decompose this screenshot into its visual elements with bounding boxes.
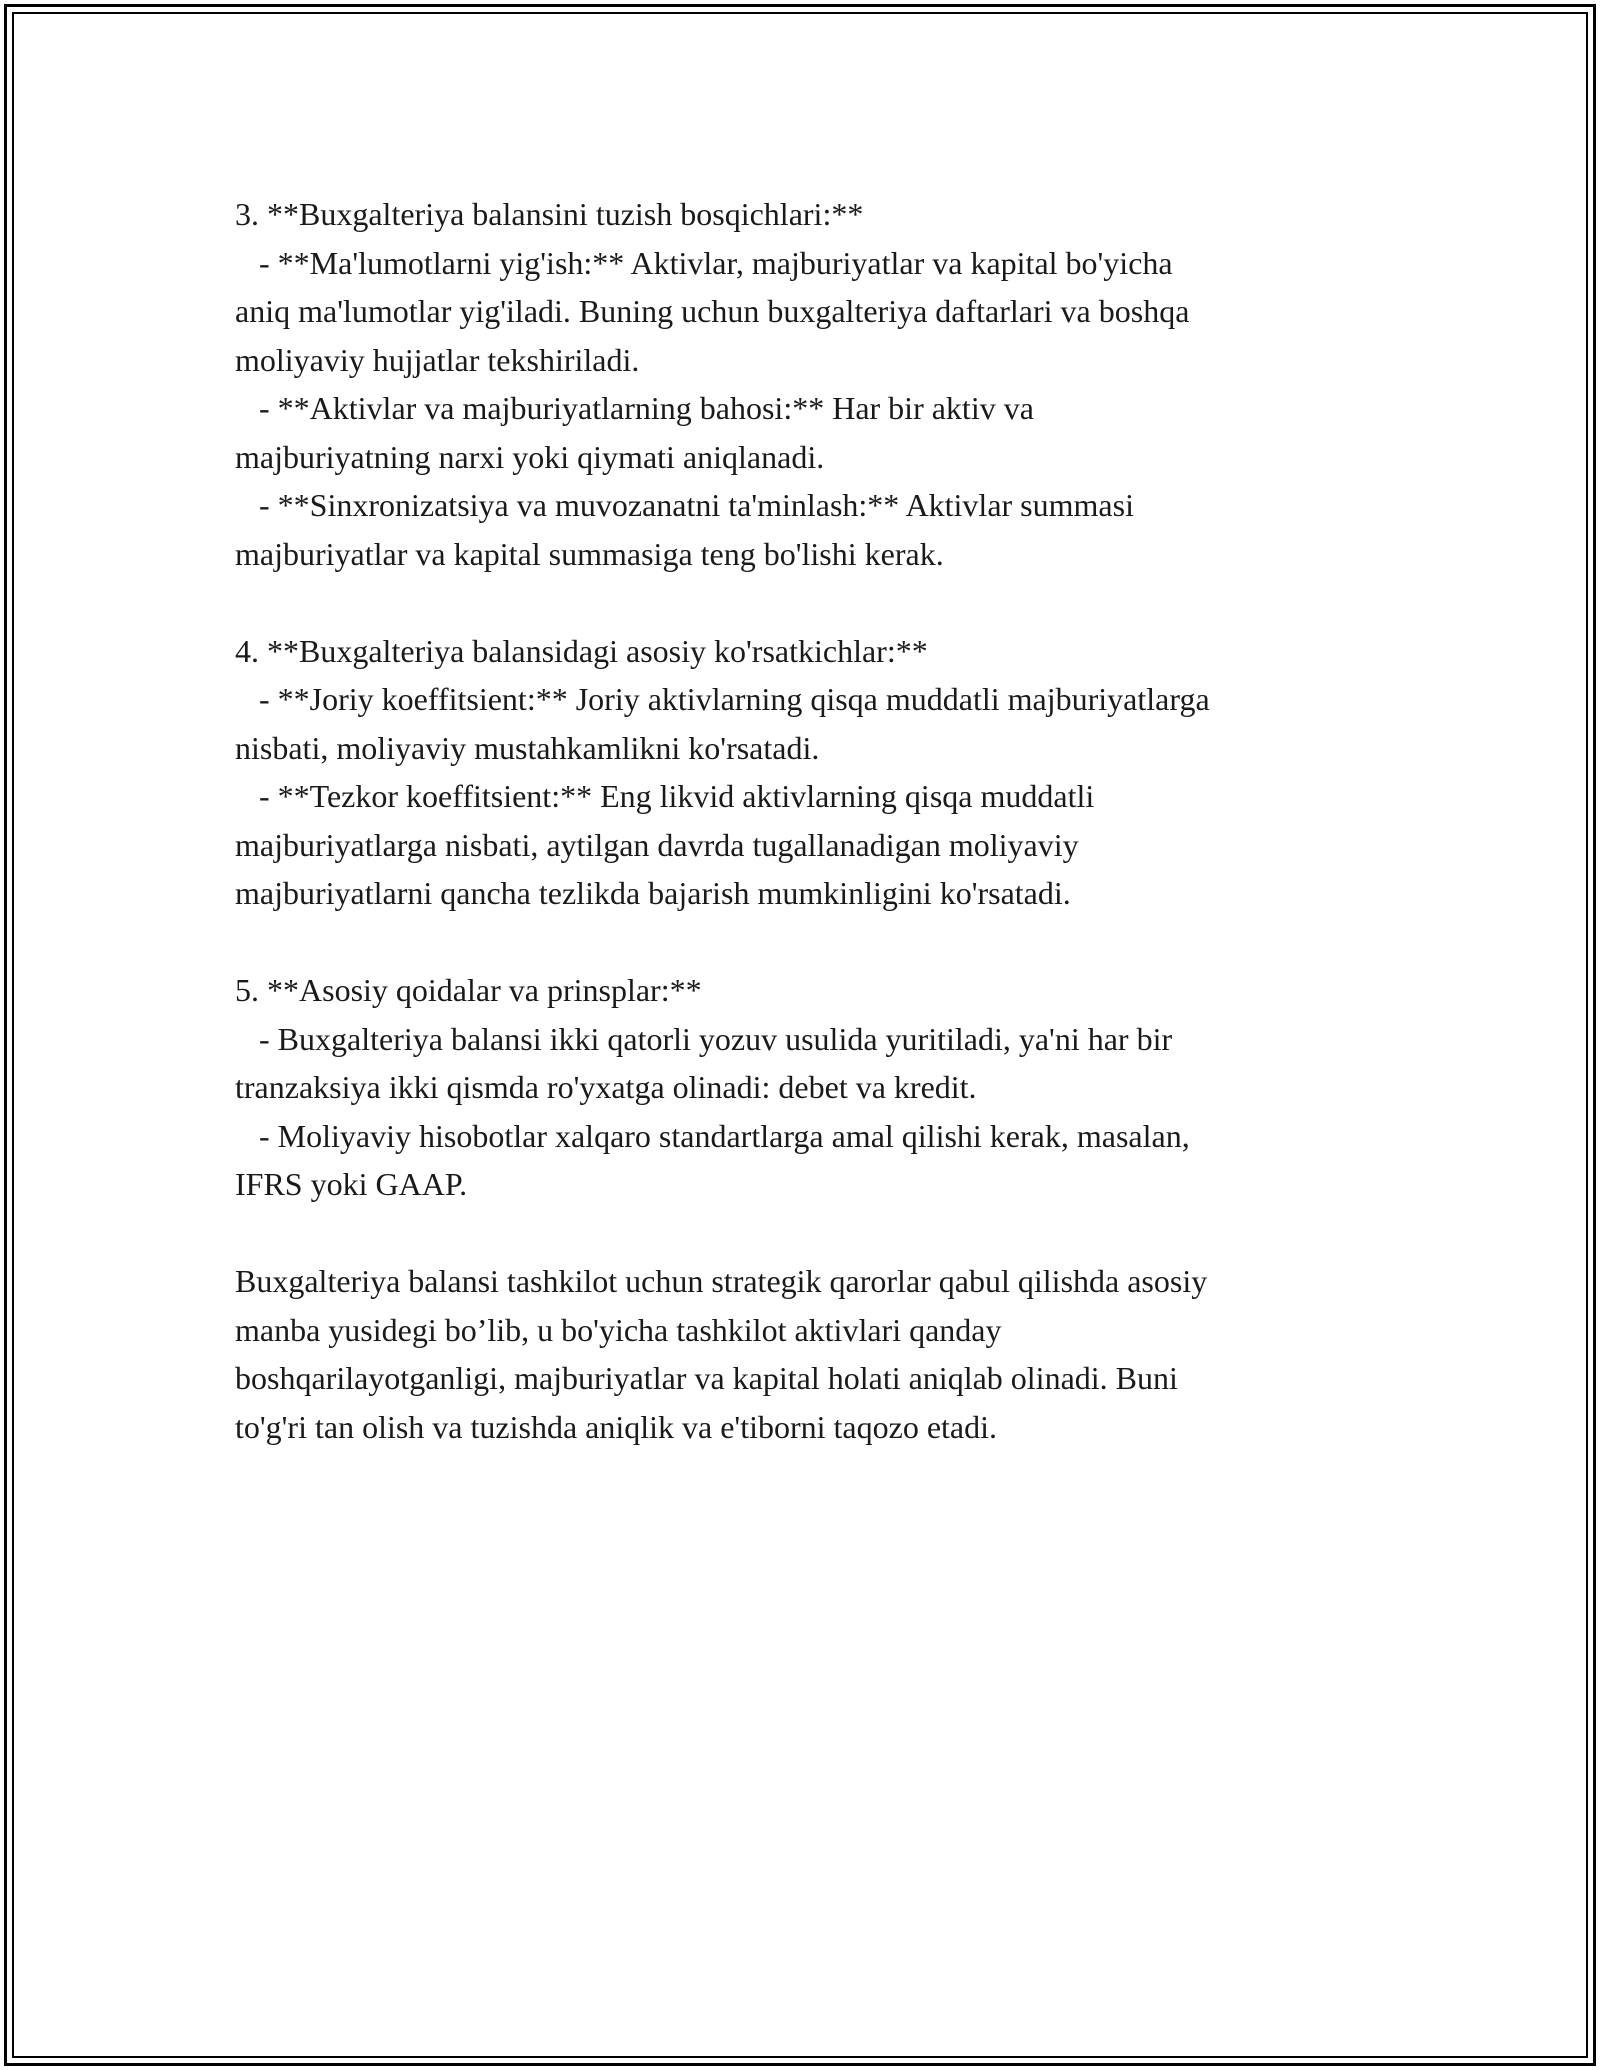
text-line: - **Tezkor koeffitsient:** Eng likvid aktivlarning qisqa muddatli [235, 778, 1095, 814]
text-line: - **Joriy koeffitsient:** Joriy aktivlarning qisqa muddatli majburiyatlarga [235, 681, 1210, 717]
section-heading: 3. **Buxgalteriya balansini tuzish bosqichlari:** [235, 196, 864, 232]
text-line: - **Aktivlar va majburiyatlarning bahosi:** Har bir aktiv va [235, 390, 1034, 426]
text-line: aniq ma'lumotlar yig'iladi. Buning uchun buxgalteriya daftarlari va boshqa [235, 293, 1190, 329]
text-line: majburiyatlarga nisbati, aytilgan davrda tugallanadigan moliyaviy [235, 826, 1079, 863]
text-line: majburiyatlar va kapital summasiga teng bo'lishi kerak. [235, 535, 944, 572]
section-key-indicators [235, 627, 1365, 918]
text-line: - Moliyaviy hisobotlar xalqaro standartlarga amal qilishi kerak, masalan, [235, 1117, 1190, 1154]
text-line: - **Ma'lumotlarni yig'ish:** Aktivlar, majburiyatlar va kapital bo'yicha [235, 244, 1173, 281]
text-line: nisbati, moliyaviy mustahkamlikni ko'rsatadi. [235, 729, 820, 766]
section-balance-steps [235, 190, 1365, 578]
text-line: IFRS yoki GAAP. [235, 1166, 468, 1202]
document-body [235, 190, 1365, 1451]
section-heading: 5. **Asosiy qoidalar va prinsplar:** [235, 972, 702, 1008]
text-line: Buxgalteriya balansi tashkilot uchun strategik qarorlar qabul qilishda asosiy [235, 1263, 1208, 1299]
text-line: to'g'ri tan olish va tuzishda aniqlik va e'tiborni taqozo etadi. [235, 1408, 997, 1445]
text-line: manba yusidegi bo’lib, u bo'yicha tashkilot aktivlari qanday [235, 1311, 1002, 1348]
section-principles [235, 966, 1365, 1209]
text-line: majburiyatlarni qancha tezlikda bajarish mumkinligini ko'rsatadi. [235, 875, 1071, 911]
section-heading: 4. **Buxgalteriya balansidagi asosiy ko'rsatkichlar:** [235, 632, 928, 669]
text-line: tranzaksiya ikki qismda ro'yxatga olinadi: debet va kredit. [235, 1069, 977, 1105]
text-line: majburiyatning narxi yoki qiymati aniqlanadi. [235, 438, 825, 475]
text-line: boshqarilayotganligi, majburiyatlar va kapital holati aniqlab olinadi. Buni [235, 1360, 1178, 1396]
section-conclusion [235, 1257, 1365, 1451]
text-line: - **Sinxronizatsiya va muvozanatni ta'minlash:** Aktivlar summasi [235, 487, 1134, 523]
text-line: - Buxgalteriya balansi ikki qatorli yozuv usulida yuritiladi, ya'ni har bir [235, 1020, 1173, 1057]
text-line: moliyaviy hujjatlar tekshiriladi. [235, 341, 640, 378]
